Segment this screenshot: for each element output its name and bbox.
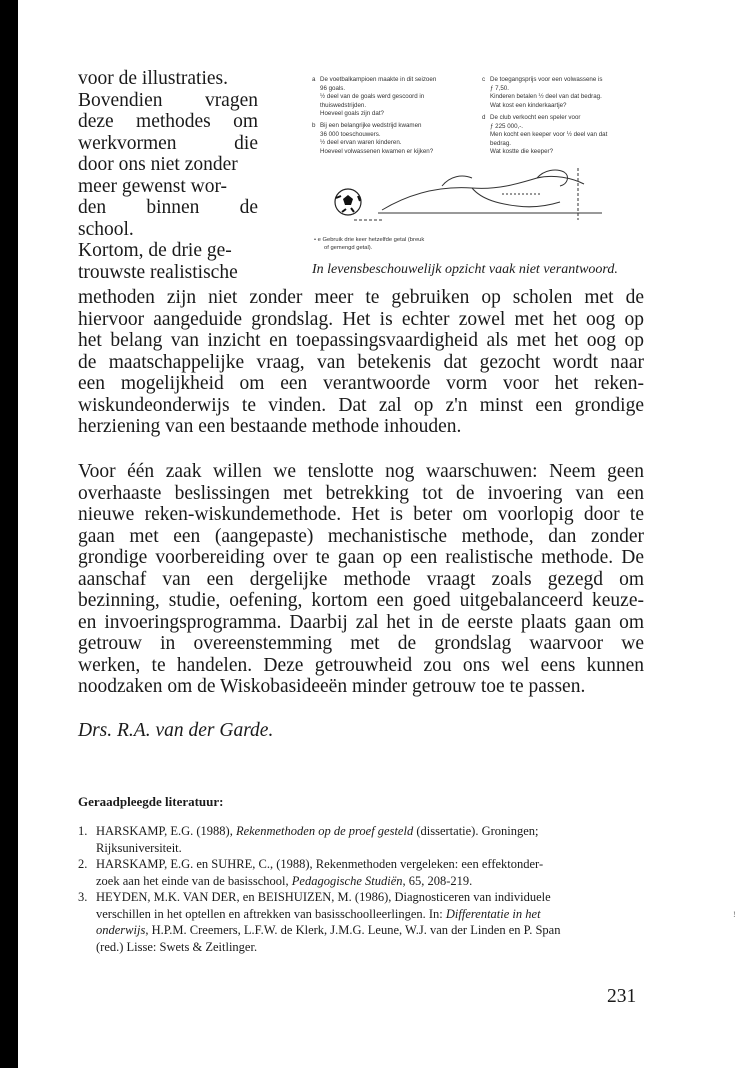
reference-rest: (dissertatie). Groningen;: [413, 824, 539, 838]
task-line: 36 000 toeschouwers.: [320, 130, 381, 138]
figure-caption: In levensbeschouwelijk opzicht vaak niet verantwoord.: [312, 262, 618, 277]
reference-text: , H.P.M. Creemers, L.F.W. de Klerk, J.M.G. Leune, W.J. van der Linden en P. Span: [145, 923, 561, 937]
footnote-line: • e Gebruik drie keer hetzelfde getal (breuk: [314, 237, 425, 243]
reference-item: [78, 823, 644, 856]
text-line: bezinning, studie, oefening, kortom een goed uitgebalanceerd keuze-: [78, 590, 644, 611]
reference-line: [96, 823, 644, 840]
text-line: noodzaken om de Wiskobasideeën minder getrouw toe te passen.: [78, 676, 586, 697]
text-line: meer gewenst wor-: [78, 175, 228, 197]
task-a: [312, 76, 437, 119]
task-line: 96 goals.: [320, 84, 346, 92]
text-line: gaan met een (aangepaste) mechanistische methode, dan zonder: [78, 525, 644, 547]
keeper-arm: [537, 170, 567, 186]
text-line: werken, te handelen. Deze getrouwheid zou ons wel eens kunnen: [78, 654, 644, 676]
margin-mark: !: [733, 910, 736, 919]
keeper-body: [382, 176, 584, 210]
text-line: het belang van inzicht en toepassingsvaardigheid als met het oog op: [78, 330, 644, 351]
task-line: Wat kost een kinderkaartje?: [490, 101, 567, 109]
task-line: ½ deel van de goals werd gescoord in: [320, 93, 425, 101]
task-line: De toegangsprijs voor een volwassene is: [490, 76, 603, 83]
task-line: De voetbalkampioen maakte in dit seizoen: [320, 76, 437, 83]
text-line: trouwste realistische: [78, 261, 238, 283]
worksheet-figure: [312, 76, 642, 276]
task-line: Men kocht een keeper voor ½ deel van dat: [490, 131, 608, 139]
task-c: [482, 76, 603, 110]
text-line: getrouw in overeenstemming met de grondslag waarvoor we: [78, 633, 644, 654]
footnote-line: of gemengd getal).: [324, 245, 373, 251]
text-line: [78, 197, 258, 219]
reference-author: HARSKAMP, E.G. (1988),: [96, 824, 236, 838]
task-label: d: [482, 114, 486, 121]
paragraph-2: [78, 461, 644, 698]
text-line: hiervoor aangeduide grondslag. Het is echter zowel met het oog op: [78, 308, 644, 330]
word: de: [239, 197, 258, 218]
references-list: [78, 823, 644, 955]
text-line: [78, 90, 258, 112]
paragraph-1: [78, 287, 644, 438]
reference-line: HEYDEN, M.K. VAN DER, en BEISHUIZEN, M. (1986), Diagnosticeren van individuele: [96, 890, 551, 904]
references-heading: Geraadpleegde literatuur:: [78, 794, 224, 809]
task-line: ½ deel ervan waren kinderen.: [320, 139, 402, 147]
task-line: ƒ 7,50.: [490, 84, 509, 92]
text-line: [78, 111, 258, 133]
word: vragen: [204, 89, 258, 111]
reference-book-title: onderwijs: [96, 923, 146, 937]
text-line: aanschaf van een dergelijke methode vraagt zoals gezegd om: [78, 568, 644, 590]
keeper-leg: [472, 188, 560, 207]
keeper-arm-2: [442, 176, 472, 186]
reference-line: [96, 922, 644, 939]
reference-text: verschillen in het optellen en aftrekken van basisschoolleerlingen. In:: [96, 906, 446, 921]
word: deze: [78, 111, 114, 132]
left-column-text: [78, 68, 258, 283]
task-line: Wat kostte die keeper?: [490, 148, 554, 156]
text-line: de maatschappelijke vraag, van betekenis dat gezocht wordt naar: [78, 351, 644, 373]
reference-line: [96, 873, 644, 890]
task-b: [312, 122, 434, 156]
task-label: c: [482, 76, 486, 83]
text-line: nieuwe reken-wiskundemethode. Het is beter om voorlopig door te: [78, 504, 644, 525]
reference-text: , 65, 208-219.: [402, 873, 473, 888]
word: binnen: [146, 197, 200, 218]
reference-line: HARSKAMP, E.G. en SUHRE, C., (1988), Rekenmethoden vergeleken: een effektonder-: [96, 857, 544, 871]
text-line: methoden zijn niet zonder meer te gebruiken op scholen met de: [78, 287, 644, 308]
reference-line: Rijksuniversiteit.: [96, 840, 182, 855]
word: werkvormen: [78, 132, 177, 154]
task-line: Hoeveel goals zijn dat?: [320, 110, 384, 118]
word: om: [233, 111, 258, 132]
reference-line: (red.) Lisse: Swets & Zeitlinger.: [96, 939, 258, 954]
text-line: wiskundeonderwijs te vinden. Dat zal op z'n minst een grondige: [78, 394, 644, 416]
task-line: bedrag.: [490, 139, 511, 147]
text-line: [78, 133, 258, 155]
scan-edge-bar: [0, 0, 18, 1068]
text-line: school.: [78, 218, 134, 240]
task-d: [482, 114, 608, 157]
reference-journal: Pedagogische Studiën: [291, 873, 403, 888]
text-line: en invoeringsprogramma. Daarbij zal het in de eerste plaats gaan om: [78, 611, 644, 633]
reference-number: 1.: [78, 824, 88, 838]
word: methodes: [136, 111, 211, 132]
reference-text: zoek aan het einde van de basisschool,: [96, 873, 292, 888]
football-icon: [335, 189, 361, 215]
task-line: ƒ 225 000,-.: [490, 122, 524, 130]
task-label: b: [312, 122, 316, 129]
page-number: 231: [607, 986, 637, 1007]
task-label: a: [312, 76, 316, 83]
goalkeeper-illustration: [322, 164, 622, 234]
text-line: voor de illustraties.: [78, 68, 229, 89]
text-line: grondige voorbereiding over te gaan op een realistische methode. De: [78, 547, 644, 568]
task-line: Bij een belangrijke wedstrijd kwamen: [320, 122, 422, 129]
reference-title: Rekenmethoden op de proef gesteld: [235, 824, 414, 838]
task-line: Hoeveel volwassenen kwamen er kijken?: [320, 147, 434, 155]
word: die: [234, 132, 258, 154]
text-line: door ons niet zonder: [78, 154, 238, 175]
word: Bovendien: [78, 89, 163, 111]
figure-footnote: [314, 236, 424, 252]
reference-book-title: Differentatie in het: [445, 906, 541, 921]
reference-number: 3.: [78, 890, 88, 904]
author-signature: Drs. R.A. van der Garde.: [78, 720, 274, 741]
text-line: overhaaste beslissingen met betrekking tot de invoering van een: [78, 482, 644, 504]
text-line: een mogelijkheid om een verantwoorde vorm voor het reken-: [78, 373, 644, 394]
text-line: Kortom, de drie ge-: [78, 240, 232, 261]
word: den: [78, 197, 107, 218]
reference-number: 2.: [78, 857, 88, 871]
task-line: thuiswedstrijden.: [320, 101, 367, 109]
text-line: Voor één zaak willen we tenslotte nog waarschuwen: Neem geen: [78, 461, 644, 482]
reference-line: [96, 906, 644, 923]
task-line: De club verkocht een speler voor: [490, 114, 581, 121]
text-line: herziening van een bestaande methode inhouden.: [78, 416, 462, 437]
task-line: Kinderen betalen ½ deel van dat bedrag.: [490, 93, 602, 101]
reference-item: [78, 889, 644, 955]
reference-item: [78, 856, 644, 889]
